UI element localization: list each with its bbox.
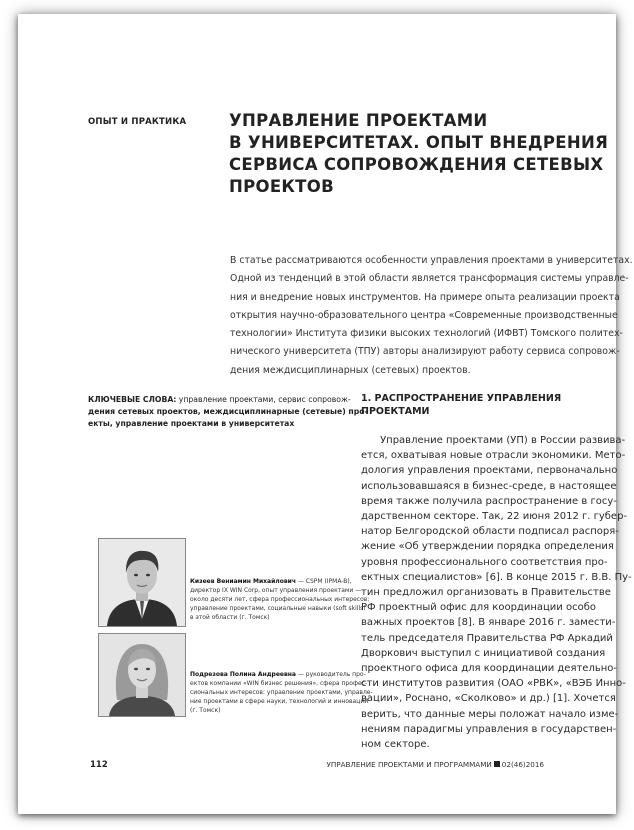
female-portrait-icon [99,634,185,716]
body-line: тель председателя Правительства РФ Аркадий [361,632,613,644]
author-photo-kizeev [98,538,186,627]
bio-line: ектов компании «WIN бизнес решения», сфера профес- [190,680,368,687]
bio-line: ние проектами в сфере науки, технологий и инноваций [190,698,369,705]
page-number: 112 [90,760,108,770]
title-line: ПРОЕКТОВ [229,177,334,196]
journal-page [18,14,633,814]
bio-line: директор IX WIN Corp, опыт управления проектами — [190,587,362,594]
author-name: Подрезова Полина Андреевна [190,671,296,678]
bio-line: Кизеев Вениамин Михайлович — CSPM (IPMA-B), [190,578,352,585]
abstract-line: нического университета (ТПУ) авторы анализируют работу сервиса сопровож- [230,346,620,358]
abstract-line: дения междисциплинарных (сетевых) проектов. [230,364,471,376]
keywords-text: управление проектами, сервис сопровож- [176,395,351,404]
journal-footer [326,760,544,769]
title-line: УПРАВЛЕНИЕ ПРОЕКТАМИ [229,111,488,130]
body-line: РФ проектный офис для координации особо [361,602,596,614]
square-separator-icon [494,761,500,767]
body-line: важных проектов [8]. В январе 2016 г. замести- [361,617,616,629]
male-portrait-icon [99,539,185,626]
body-line: Управление проектами (УП) в России развива- [361,435,626,446]
section-heading-line: ПРОЕКТАМИ [361,406,430,417]
body-line: ется, охватывая новые отрасли экономики. Мето- [361,450,626,462]
body-line: уровня профессионального соответствия про- [361,556,608,568]
title-line: СЕРВИСА СОПРОВОЖДЕНИЯ СЕТЕВЫХ [229,155,604,174]
section-label: ОПЫТ И ПРАКТИКА [88,117,187,127]
body-line: сти институтов развития (ОАО «РВК», «ВЭБ Инно- [361,678,626,690]
author-bio-kizeev [190,577,370,622]
body-line: проектного офиса для координации деятельно- [361,663,617,675]
abstract-line: открытия научно-образовательного центра «Современные производственные [230,309,618,321]
bio-line: около десяти лет, сфера профессиональных интересов: [190,596,370,603]
body-text [361,433,632,752]
author-name: Кизеев Вениамин Михайлович [190,578,296,585]
bio-line: в этой области (г. Томск) [190,614,270,621]
body-line: ном секторе. [361,739,430,751]
keywords [88,394,368,431]
title-line: В УНИВЕРСИТЕТАХ. ОПЫТ ВНЕДРЕНИЯ [229,133,609,152]
bio-line: управление проектами, социальные навыки (soft skills) [190,605,366,612]
body-line: ектных специалистов» [6]. В конце 2015 г. В.В. Пу- [361,571,632,583]
body-line: тин предложил организовать в Правительстве [361,587,611,599]
keywords-line: екты, управление проектами в университетах [88,419,295,429]
section-heading-line: 1. РАСПРОСТРАНЕНИЕ УПРАВЛЕНИЯ [361,393,562,404]
body-line: жение «Об утверждении порядка определения [361,541,614,553]
abstract-line: ния и внедрение новых инструментов. На примере опыта реализации проекта [230,291,620,303]
body-line: вации», Роснано, «Сколково» и др.) [1]. Хочется [361,693,616,705]
author-bio-podrezova [190,670,373,715]
journal-name: УПРАВЛЕНИЕ ПРОЕКТАМИ И ПРОГРАММАМИ [326,760,492,769]
abstract-line: В статье рассматриваются особенности управления проектами в университетах. [230,255,633,266]
article-title [229,110,609,198]
keywords-label: КЛЮЧЕВЫЕ СЛОВА: [88,395,177,404]
abstract-line: Одной из тенденций в этой области является трансформация системы управле- [230,273,629,285]
body-line: время также получила распространение в госу- [361,495,617,507]
bio-line: (г. Томск) [190,707,221,714]
journal-issue: 02(46)2016 [501,760,544,769]
body-line: натор Белгородской области подписал распоря- [361,526,619,538]
body-line: дология управления проектами, первоначально [361,465,618,477]
body-line: Дворкович выступил с инициативой создания [361,647,606,659]
body-line: дарственном секторе. Так, 22 июня 2012 г. губер- [361,511,628,523]
body-line: верить, что данные меры положат начало изме- [361,708,619,720]
bio-line: сиональных интересов: управление проектами, управле- [190,689,373,696]
keywords-line [88,394,351,406]
body-line: использовавшаяся в бизнес-среде, в настоящее [361,480,617,492]
section-heading [361,392,601,418]
keywords-line: дения сетевых проектов, междисциплинарные (сетевые) про- [88,407,368,417]
abstract-line: технологии» Института физики высоких технологий (ИФВТ) Томского политех- [230,328,623,340]
abstract [230,252,633,380]
author-photo-podrezova [98,633,186,717]
body-line: нениям парадигмы управления в государствен- [361,723,617,735]
bio-line: Подрезова Полина Андреевна — руководитель про- [190,671,366,678]
